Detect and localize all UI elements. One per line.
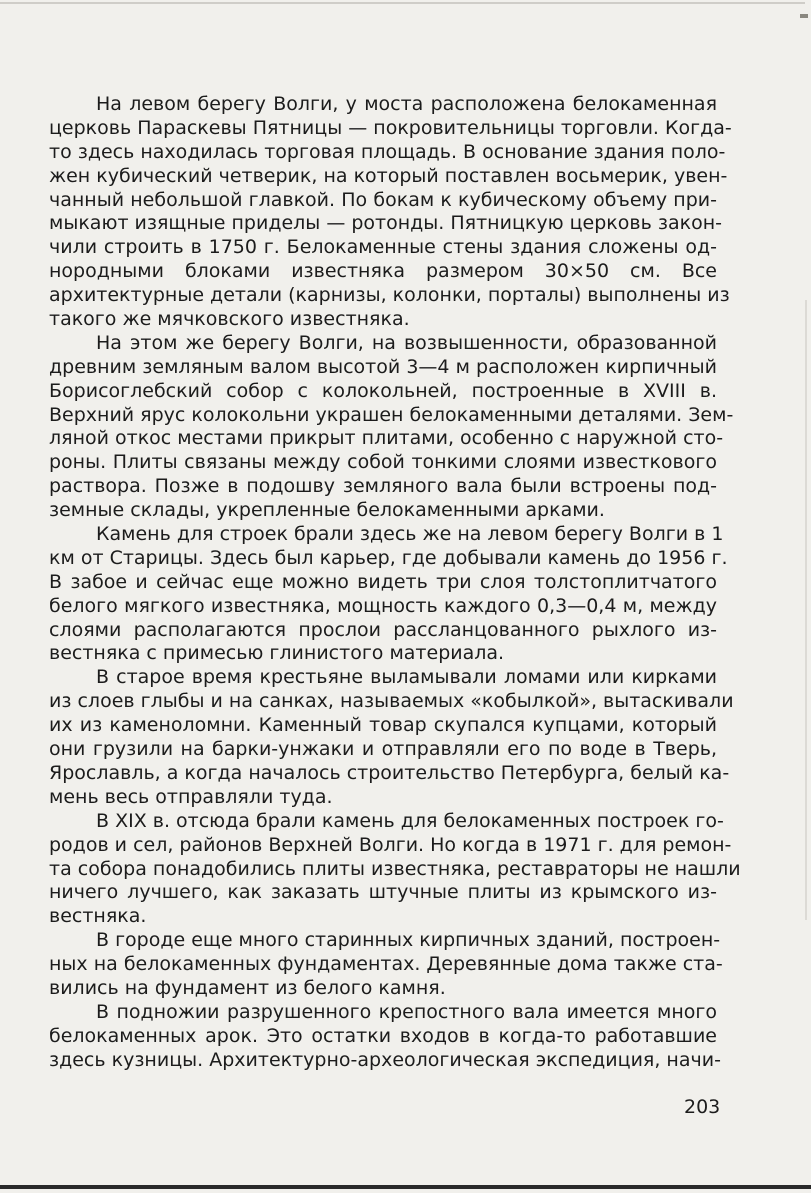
body-text — [49, 93, 741, 1073]
text-line: древним земляным валом высотой 3—4 м расположен кирпичный — [49, 355, 717, 378]
text-line: земные склады, укрепленные белокаменными арками. — [49, 499, 605, 522]
text-line: белого мягкого известняка, мощность каждого 0,3—0,4 м, между — [49, 594, 717, 617]
text-line: родов и сел, районов Верхней Волги. Но когда в 1971 г. для ремон- — [49, 833, 732, 856]
text-line: раствора. Позже в подошву земляного вала были встроены под- — [49, 475, 717, 498]
text-line: мыкают изящные приделы — ротонды. Пятницкую церковь закон- — [49, 212, 722, 235]
text-line: из слоев глыбы и на санках, называемых «кобылкой», вытаскивали — [49, 690, 734, 713]
text-line: В старое время крестьяне выламывали ломами или кирками — [96, 666, 717, 689]
text-line: вились на фундамент из белого камня. — [49, 976, 446, 999]
text-line: та собора понадобились плиты известняка, реставраторы не нашли — [49, 857, 741, 880]
text-line: мень весь отправляли туда. — [49, 785, 333, 808]
text-line: На этом же берегу Волги, на возвышенности, образованной — [96, 331, 717, 354]
text-line: нородными блоками известняка размером 30×50 см. Все — [49, 260, 717, 283]
text-line: архитектурные детали (карнизы, колонки, порталы) выполнены из — [49, 284, 730, 307]
text-line: Ярославль, а когда началось строительство Петербурга, белый ка- — [49, 761, 730, 784]
text-line: вестняка. — [49, 905, 147, 928]
bottom-edge-rule — [0, 1185, 811, 1189]
text-line: они грузили на барки-унжаки и отправляли его по воде в Тверь, — [49, 738, 717, 761]
text-line: белокаменных арок. Это остатки входов в когда-то работавшие — [49, 1024, 717, 1047]
text-line: км от Старицы. Здесь был карьер, где добывали камень до 1956 г. — [49, 546, 728, 569]
text-line: здесь кузницы. Архитектурно-археологическая экспедиция, начи- — [49, 1048, 721, 1071]
text-line: слоями располагаются прослои рассланцованного рыхлого из- — [49, 618, 717, 641]
text-line: вестняка с примесью глинистого материала. — [49, 642, 505, 665]
text-line: В городе еще много старинных кирпичных зданий, построен- — [96, 929, 721, 952]
text-line: Борисоглебский собор с колокольней, построенные в XVIII в. — [49, 379, 717, 402]
page-number: 203 — [684, 1096, 721, 1118]
text-line: Верхний ярус колокольни украшен белокаменными деталями. Зем- — [49, 403, 734, 426]
text-line: то здесь находилась торговая площадь. В основание здания поло- — [49, 140, 726, 163]
text-line: ляной откос местами прикрыт плитами, особенно с наружной сто- — [49, 427, 724, 450]
text-line: церковь Параскевы Пятницы — покровительницы торговли. Когда- — [49, 116, 732, 139]
text-line: В XIX в. отсюда брали камень для белокаменных построек го- — [96, 809, 724, 832]
text-line: Камень для строек брали здесь же на левом берегу Волги в 1 — [96, 523, 724, 546]
scan-mark — [800, 14, 808, 18]
text-line: ничего лучшего, как заказать штучные плиты из крымского из- — [49, 881, 717, 904]
text-line: В подножии разрушенного крепостного вала имеется много — [96, 1000, 717, 1023]
text-line: На левом берегу Волги, у моста расположена белокаменная — [96, 93, 717, 115]
text-line: В забое и сейчас еще можно видеть три слоя толстоплитчатого — [49, 570, 717, 593]
text-line: жен кубический четверик, на который поставлен восьмерик, увен- — [49, 164, 728, 187]
page-edge-shadow — [805, 300, 807, 920]
text-line: ных на белокаменных фундаментах. Деревянные дома также ста- — [49, 953, 723, 976]
top-edge-rule — [0, 2, 805, 4]
text-line: чанный небольшой главкой. По бокам к кубическому объему при- — [49, 188, 717, 211]
text-line: их из каменоломни. Каменный товар скупался купцами, который — [49, 714, 717, 737]
text-line: чили строить в 1750 г. Белокаменные стены здания сложены од- — [49, 236, 717, 259]
text-line: такого же мячковского известняка. — [49, 308, 410, 331]
text-line: роны. Плиты связаны между собой тонкими слоями известкового — [49, 451, 717, 474]
